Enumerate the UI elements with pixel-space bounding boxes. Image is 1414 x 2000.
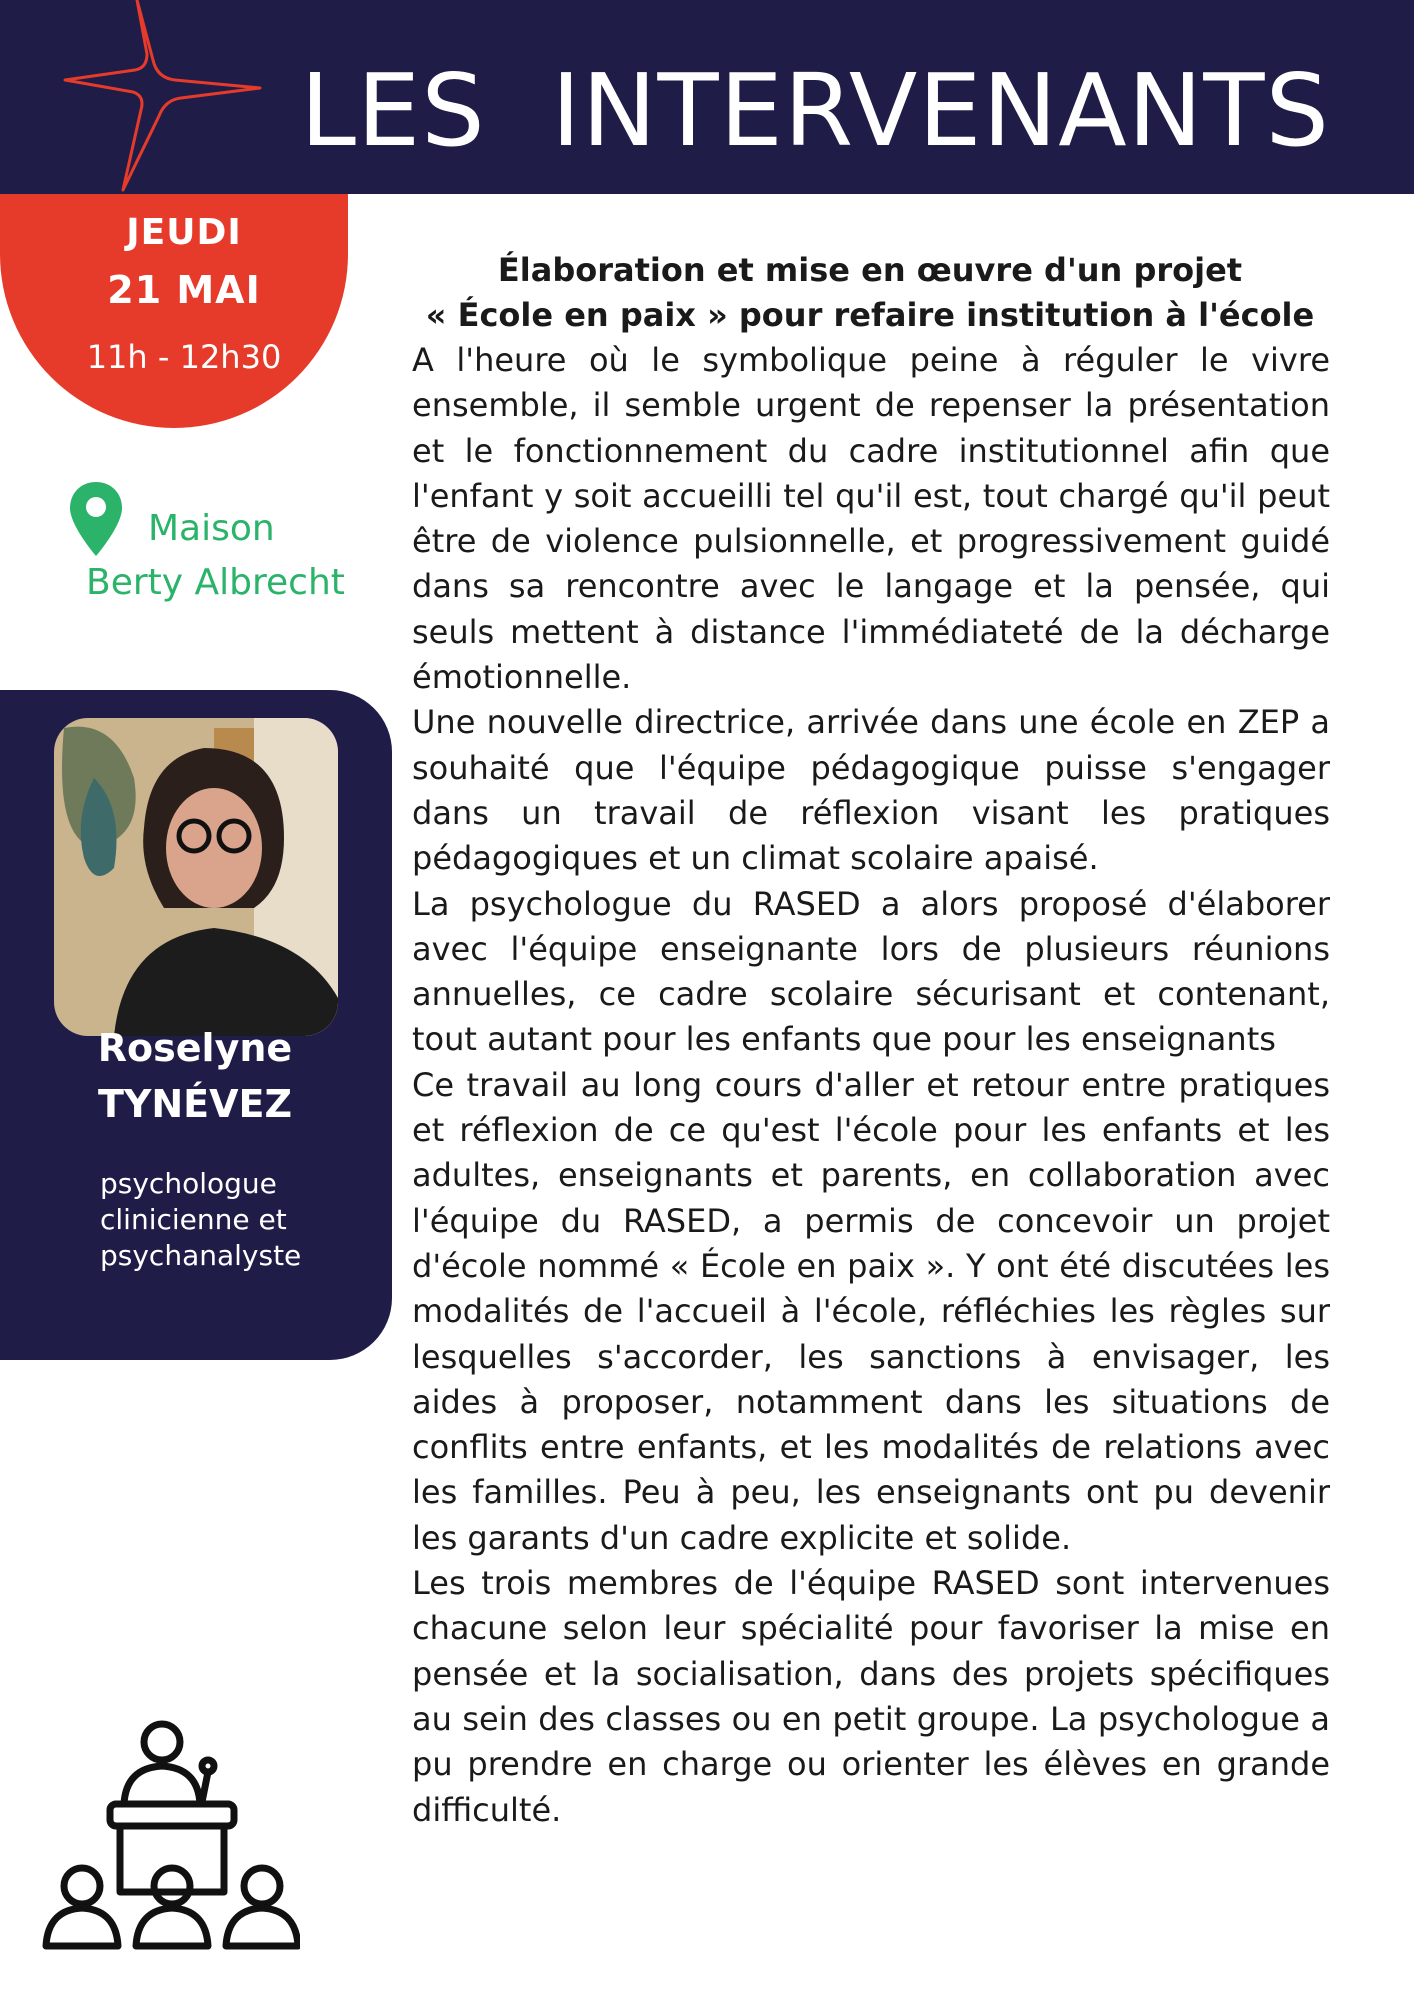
speaker-role-line: psychologue xyxy=(100,1167,277,1200)
star-outline-icon xyxy=(55,0,275,200)
date-badge xyxy=(0,194,348,428)
description-paragraph: Les trois membres de l'équipe RASED sont intervenues chacune selon leur spécialité pour favoriser la mise en pensée et la socialisation, dans des projets spécifiques au sein des classes ou en petit groupe. La psychologue a pu prendre en charge ou orienter les élèves en grande difficulté. xyxy=(412,1564,1330,1829)
speaker-last-name: TYNÉVEZ xyxy=(97,1082,293,1126)
description-paragraph: Ce travail au long cours d'aller et retour entre pratiques et réflexion de ce qu'est l'école pour les enfants et les adultes, enseignants et parents, en collaboration avec l'équipe du RASED, a permis de concevoir un projet d'école nommé « École en paix ». Y ont été discutées les modalités de l'accueil à l'école, réfléchies les règles sur lesquelles s'accorder, les sanctions à envisager, les aides à proposer, notamment dans les situations de conflits entre enfants, et les modalités de relations avec les familles. Peu à peu, les enseignants ont pu devenir les garants d'un cadre explicite et solide. xyxy=(412,1065,1330,1557)
speaker-role-line: clinicienne et xyxy=(100,1203,287,1236)
speaker-photo xyxy=(54,718,338,1036)
event-location xyxy=(64,480,364,610)
location-line-1: Maison xyxy=(148,508,275,549)
speaker-role-line: psychanalyste xyxy=(100,1239,302,1272)
speaker-card xyxy=(0,690,392,1360)
talk-title-line-1: Élaboration et mise en œuvre d'un projet xyxy=(497,251,1243,289)
speaker-role xyxy=(100,1166,380,1274)
page-title: LES INTERVENANTS xyxy=(300,52,1330,169)
header-banner xyxy=(0,0,1414,194)
speaker-name xyxy=(0,1020,390,1132)
speaker-podium-icon xyxy=(40,1710,300,1960)
description-paragraph: Une nouvelle directrice, arrivée dans une école en ZEP a souhaité que l'équipe pédagogique puisse s'engager dans un travail de réflexion visant les pratiques pédagogiques et un climat scolaire apaisé. xyxy=(412,703,1330,878)
speaker-first-name: Roselyne xyxy=(97,1026,293,1070)
talk-title xyxy=(420,248,1320,338)
talk-title-line-2: « École en paix » pour refaire institution à l'école xyxy=(425,296,1315,334)
description-paragraph: La psychologue du RASED a alors proposé d'élaborer avec l'équipe enseignante lors de plusieurs réunions annuelles, ce cadre scolaire sécurisant et contenant, tout autant pour les enfants que pour les enseignants xyxy=(412,884,1330,1059)
event-day: JEUDI xyxy=(126,212,242,253)
description-paragraph: A l'heure où le symbolique peine à réguler le vivre ensemble, il semble urgent de repenser la présentation et le fonctionnement du cadre institutionnel afin que l'enfant y soit accueilli tel qu'il est, tout chargé qu'il peut être de violence pulsionnelle, et progressivement guidé dans sa rencontre avec le langage et la pensée, qui seuls mettent à distance l'immédiateté de la décharge émotionnelle. xyxy=(412,341,1330,697)
event-date: 21 MAI xyxy=(107,268,261,312)
event-time: 11h - 12h30 xyxy=(86,338,282,376)
map-pin-icon xyxy=(68,480,124,558)
talk-description xyxy=(412,338,1330,1833)
location-line-2: Berty Albrecht xyxy=(86,562,345,603)
